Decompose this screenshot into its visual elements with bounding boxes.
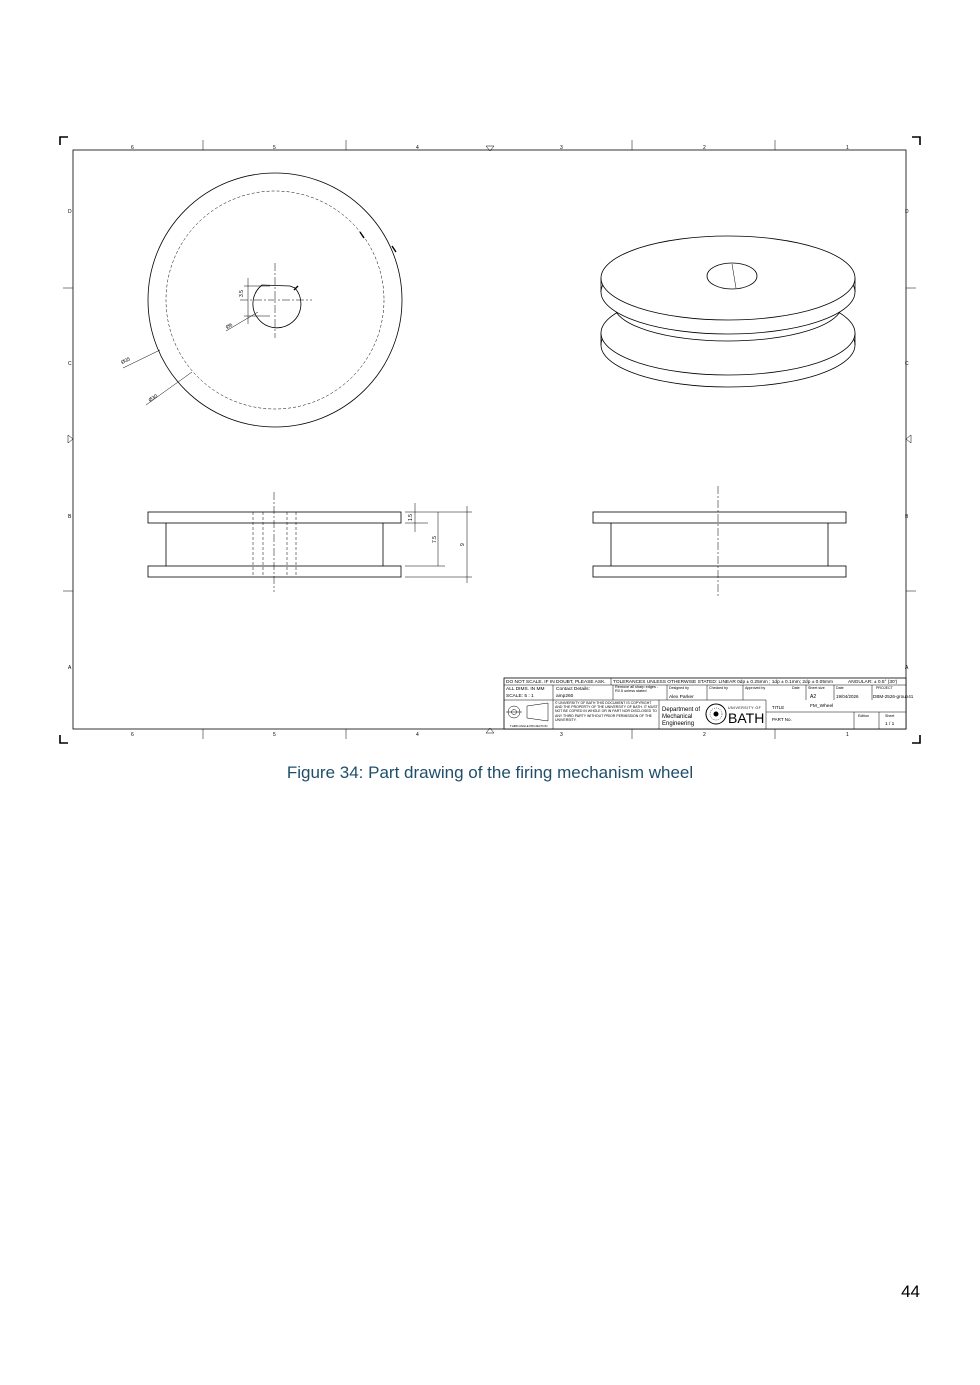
dim-1-5: 1.5 — [408, 514, 414, 521]
page-number: 44 — [901, 1282, 920, 1301]
edition-label: Edition — [858, 714, 869, 718]
dim-7-5: 7.5 — [432, 536, 438, 543]
date2-label: Date — [836, 686, 844, 690]
zone-letter: C — [905, 361, 909, 367]
remove-edges-note: Remove all sharp edges - R0.5 unless stated — [615, 685, 659, 694]
zone-letter: A — [68, 665, 72, 671]
zone-ticks — [63, 140, 916, 739]
zone-letter: A — [905, 665, 909, 671]
sheet-border — [73, 150, 906, 729]
dim-9: 9 — [460, 543, 466, 546]
do-not-scale-note: DO NOT SCALE. IF IN DOUBT, PLEASE ASK. — [506, 680, 606, 685]
designed-by-value: Alex Parker — [669, 695, 694, 700]
approved-by-label: Approved by — [745, 686, 766, 690]
zone-number: 6 — [131, 145, 134, 151]
tolerances-note: TOLERANCES UNLESS OTHERWISE STATED: LINEAR 0dp ± 0.25mm ; 1dp ± 0.1mm; 2dp ± 0.05mm — [613, 680, 834, 685]
dept-line3: Engineering — [662, 721, 695, 727]
isometric-view — [601, 236, 855, 387]
figure-caption: Figure 34: Part drawing of the firing mechanism wheel — [286, 763, 694, 782]
zone-number: 5 — [273, 145, 276, 151]
scale-value: SCALE: 5 : 1 — [506, 694, 534, 699]
dim-d35: Ø35 — [120, 356, 132, 366]
dept-line1: Department of — [662, 707, 701, 713]
title-block — [504, 678, 914, 729]
zone-number: 1 — [846, 732, 849, 738]
dept-line2: Mechanical — [662, 714, 693, 720]
zone-number: 4 — [416, 732, 419, 738]
bath-wordmark: BATH — [728, 710, 765, 726]
checked-by-label: Checked by — [709, 686, 728, 690]
sheet-size-label: Sheet size — [808, 686, 825, 690]
zone-letter: D — [905, 209, 909, 215]
contact-value: amp260 — [556, 694, 574, 699]
dim-d6: Ø6 — [225, 322, 234, 331]
date-value: 19/04/2026 — [836, 694, 859, 699]
part-no-label: PART No. — [772, 717, 792, 722]
designed-by-label: Designed by — [669, 686, 689, 690]
date-label: Date — [792, 686, 800, 690]
zone-letter: C — [68, 361, 72, 367]
zone-number: 5 — [273, 732, 276, 738]
projection-label: THIRD ANGLE PROJECTION — [510, 724, 548, 728]
title-label: TITLE — [772, 705, 785, 710]
university-of-label: UNIVERSITY OF — [728, 706, 762, 710]
project-label: PROJECT — [876, 686, 893, 690]
title-value: FM_Wheel — [810, 704, 834, 709]
side-view-section — [593, 486, 846, 596]
zone-letter: D — [68, 209, 72, 215]
dim-flat: 3.5 — [239, 290, 245, 297]
zone-number: 3 — [560, 732, 563, 738]
contact-label: Contact Details: — [556, 687, 590, 692]
zone-number: 3 — [560, 145, 563, 151]
zone-number: 2 — [703, 145, 706, 151]
angular-tolerance: ANGULAR: ± 0.5° (30') — [848, 680, 898, 685]
zone-number: 2 — [703, 732, 706, 738]
sheet-value: 1 / 1 — [885, 722, 895, 727]
sheet-size-value: A2 — [810, 694, 817, 700]
copyright-note: © UNIVERSITY OF BATH THIS DOCUMENT IS COPYRIGHT AND THE PROPERTY OF THE UNIVERSITY OF BATH. IT MUST NOT BE COPIED IN WHOLE OR IN PART NOR DISCLOSED TO ANY THIRD PARTY WITHOUT PRIOR PERMISSION OF THE UNIVERSITY. — [555, 701, 658, 722]
zone-letter: B — [905, 514, 909, 520]
front-view — [120, 173, 402, 427]
sheet-label: Sheet — [885, 714, 895, 718]
side-view — [148, 492, 472, 592]
zone-number: 1 — [846, 145, 849, 151]
project-value: DBM-2526-group41 — [873, 694, 914, 699]
zone-number: 6 — [131, 732, 134, 738]
zone-number: 4 — [416, 145, 419, 151]
zone-labels — [68, 145, 909, 738]
all-dims-note: ALL DIMS. IN MM — [506, 687, 545, 692]
corner-marks — [60, 137, 920, 743]
center-arrows — [68, 146, 911, 733]
dim-d30: Ø30 — [147, 393, 159, 404]
zone-letter: B — [68, 514, 72, 520]
